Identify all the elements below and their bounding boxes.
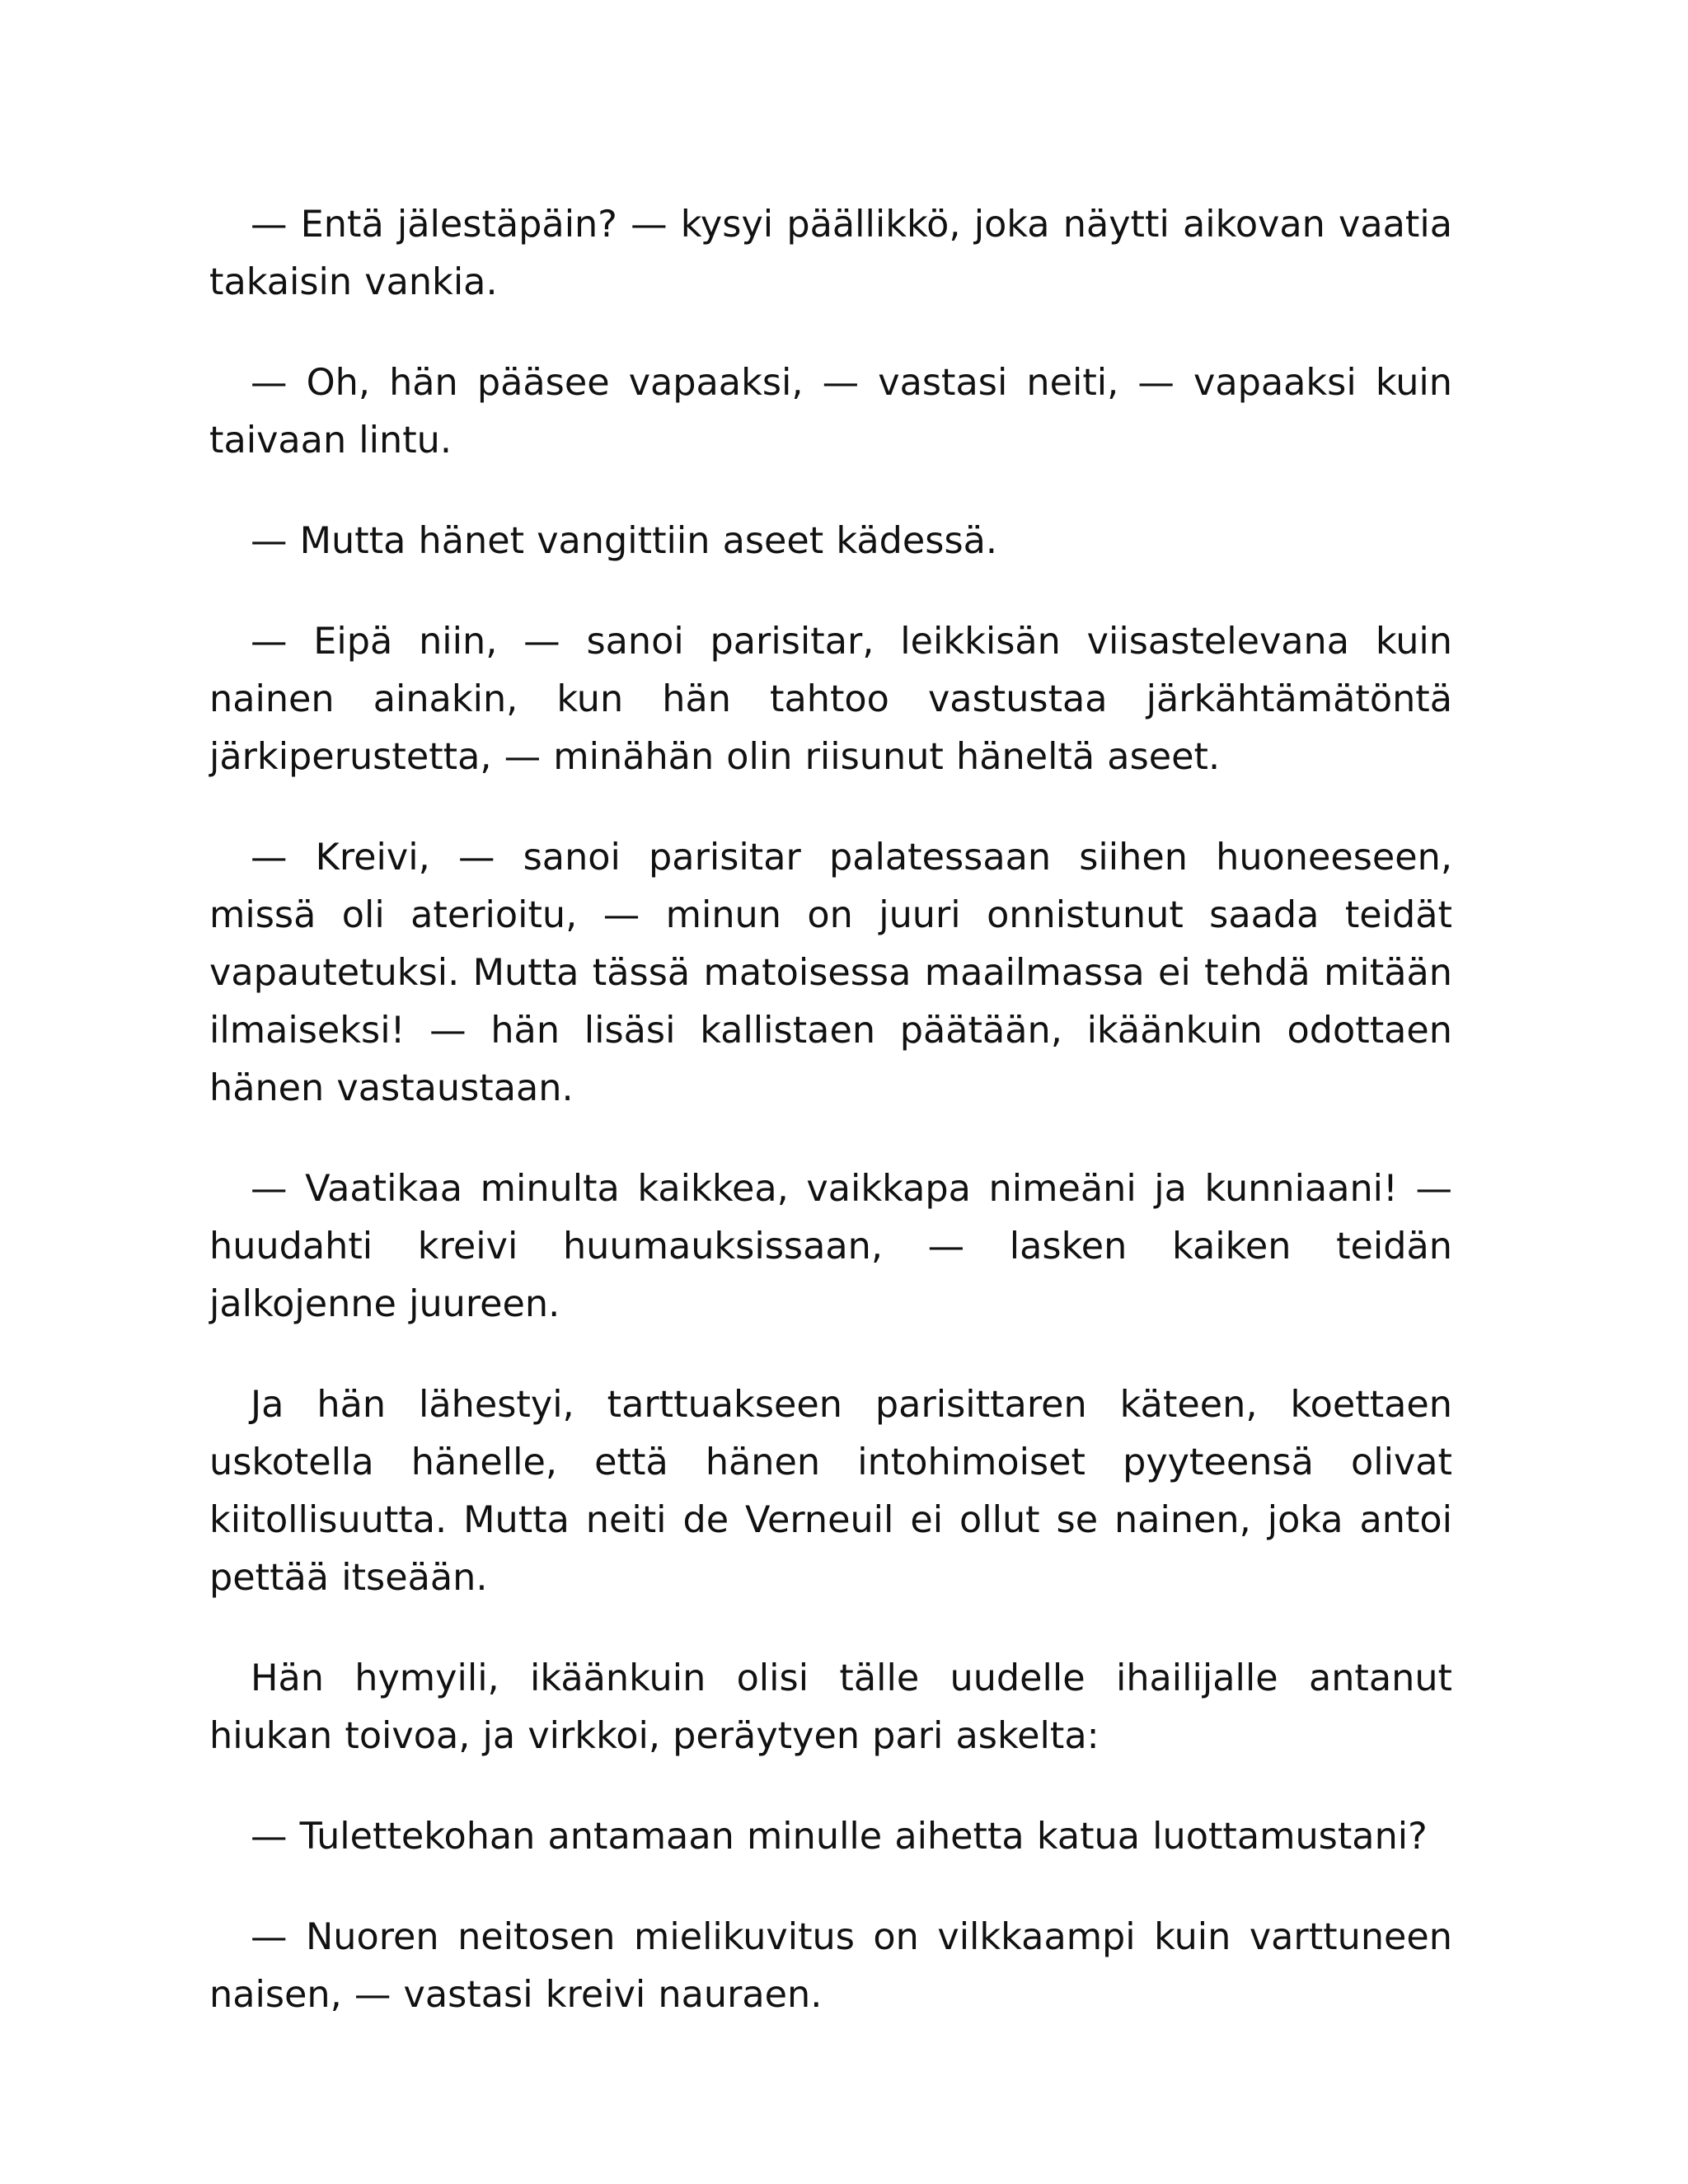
paragraph: — Tulettekohan antamaan minulle aihetta katua luottamustani? bbox=[251, 1816, 1428, 1858]
paragraph: — Eipä niin, — sanoi parisitar, leikkisän viisastelevana kuin nainen ainakin, kun hän tahtoo vastustaa järkähtämätöntä järkiperustetta, — minähän olin riisunut häneltä aseet. bbox=[209, 621, 1452, 778]
paragraph: Ja hän lähestyi, tarttuakseen parisittaren käteen, koettaen uskotella hänelle, että hänen intohimoiset pyyteensä olivat kiitollisuutta. Mutta neiti de Verneuil ei ollut se nainen, joka antoi pettää itseään. bbox=[209, 1384, 1452, 1599]
paragraph: — Entä jälestäpäin? — kysyi päällikkö, joka näytti aikovan vaatia takaisin vankia. bbox=[209, 204, 1452, 303]
paragraph: — Vaatikaa minulta kaikkea, vaikkapa nimeäni ja kunniaani! — huudahti kreivi huumauksissaan, — lasken kaiken teidän jalkojenne juureen. bbox=[209, 1168, 1452, 1325]
paragraph: — Mutta hänet vangittiin aseet kädessä. bbox=[251, 520, 998, 562]
paragraph: — Nuoren neitosen mielikuvitus on vilkkaampi kuin varttuneen naisen, — vastasi kreivi nauraen. bbox=[209, 1916, 1452, 2016]
paragraph: Hän hymyili, ikäänkuin olisi tälle uudelle ihailijalle antanut hiukan toivoa, ja virkkoi, peräytyen pari askelta: bbox=[209, 1657, 1452, 1757]
paragraph: — Kreivi, — sanoi parisitar palatessaan siihen huoneeseen, missä oli aterioitu, — minun on juuri onnistunut saada teidät vapautetuksi. Mutta tässä matoisessa maailmassa ei tehdä mitään ilmaiseksi! — hän lisäsi kallistaen päätään, ikäänkuin odottaen hänen vastaustaan. bbox=[209, 837, 1452, 1109]
paragraph: — Oh, hän pääsee vapaaksi, — vastasi neiti, — vapaaksi kuin taivaan lintu. bbox=[209, 362, 1452, 462]
page-body bbox=[209, 196, 1452, 2024]
